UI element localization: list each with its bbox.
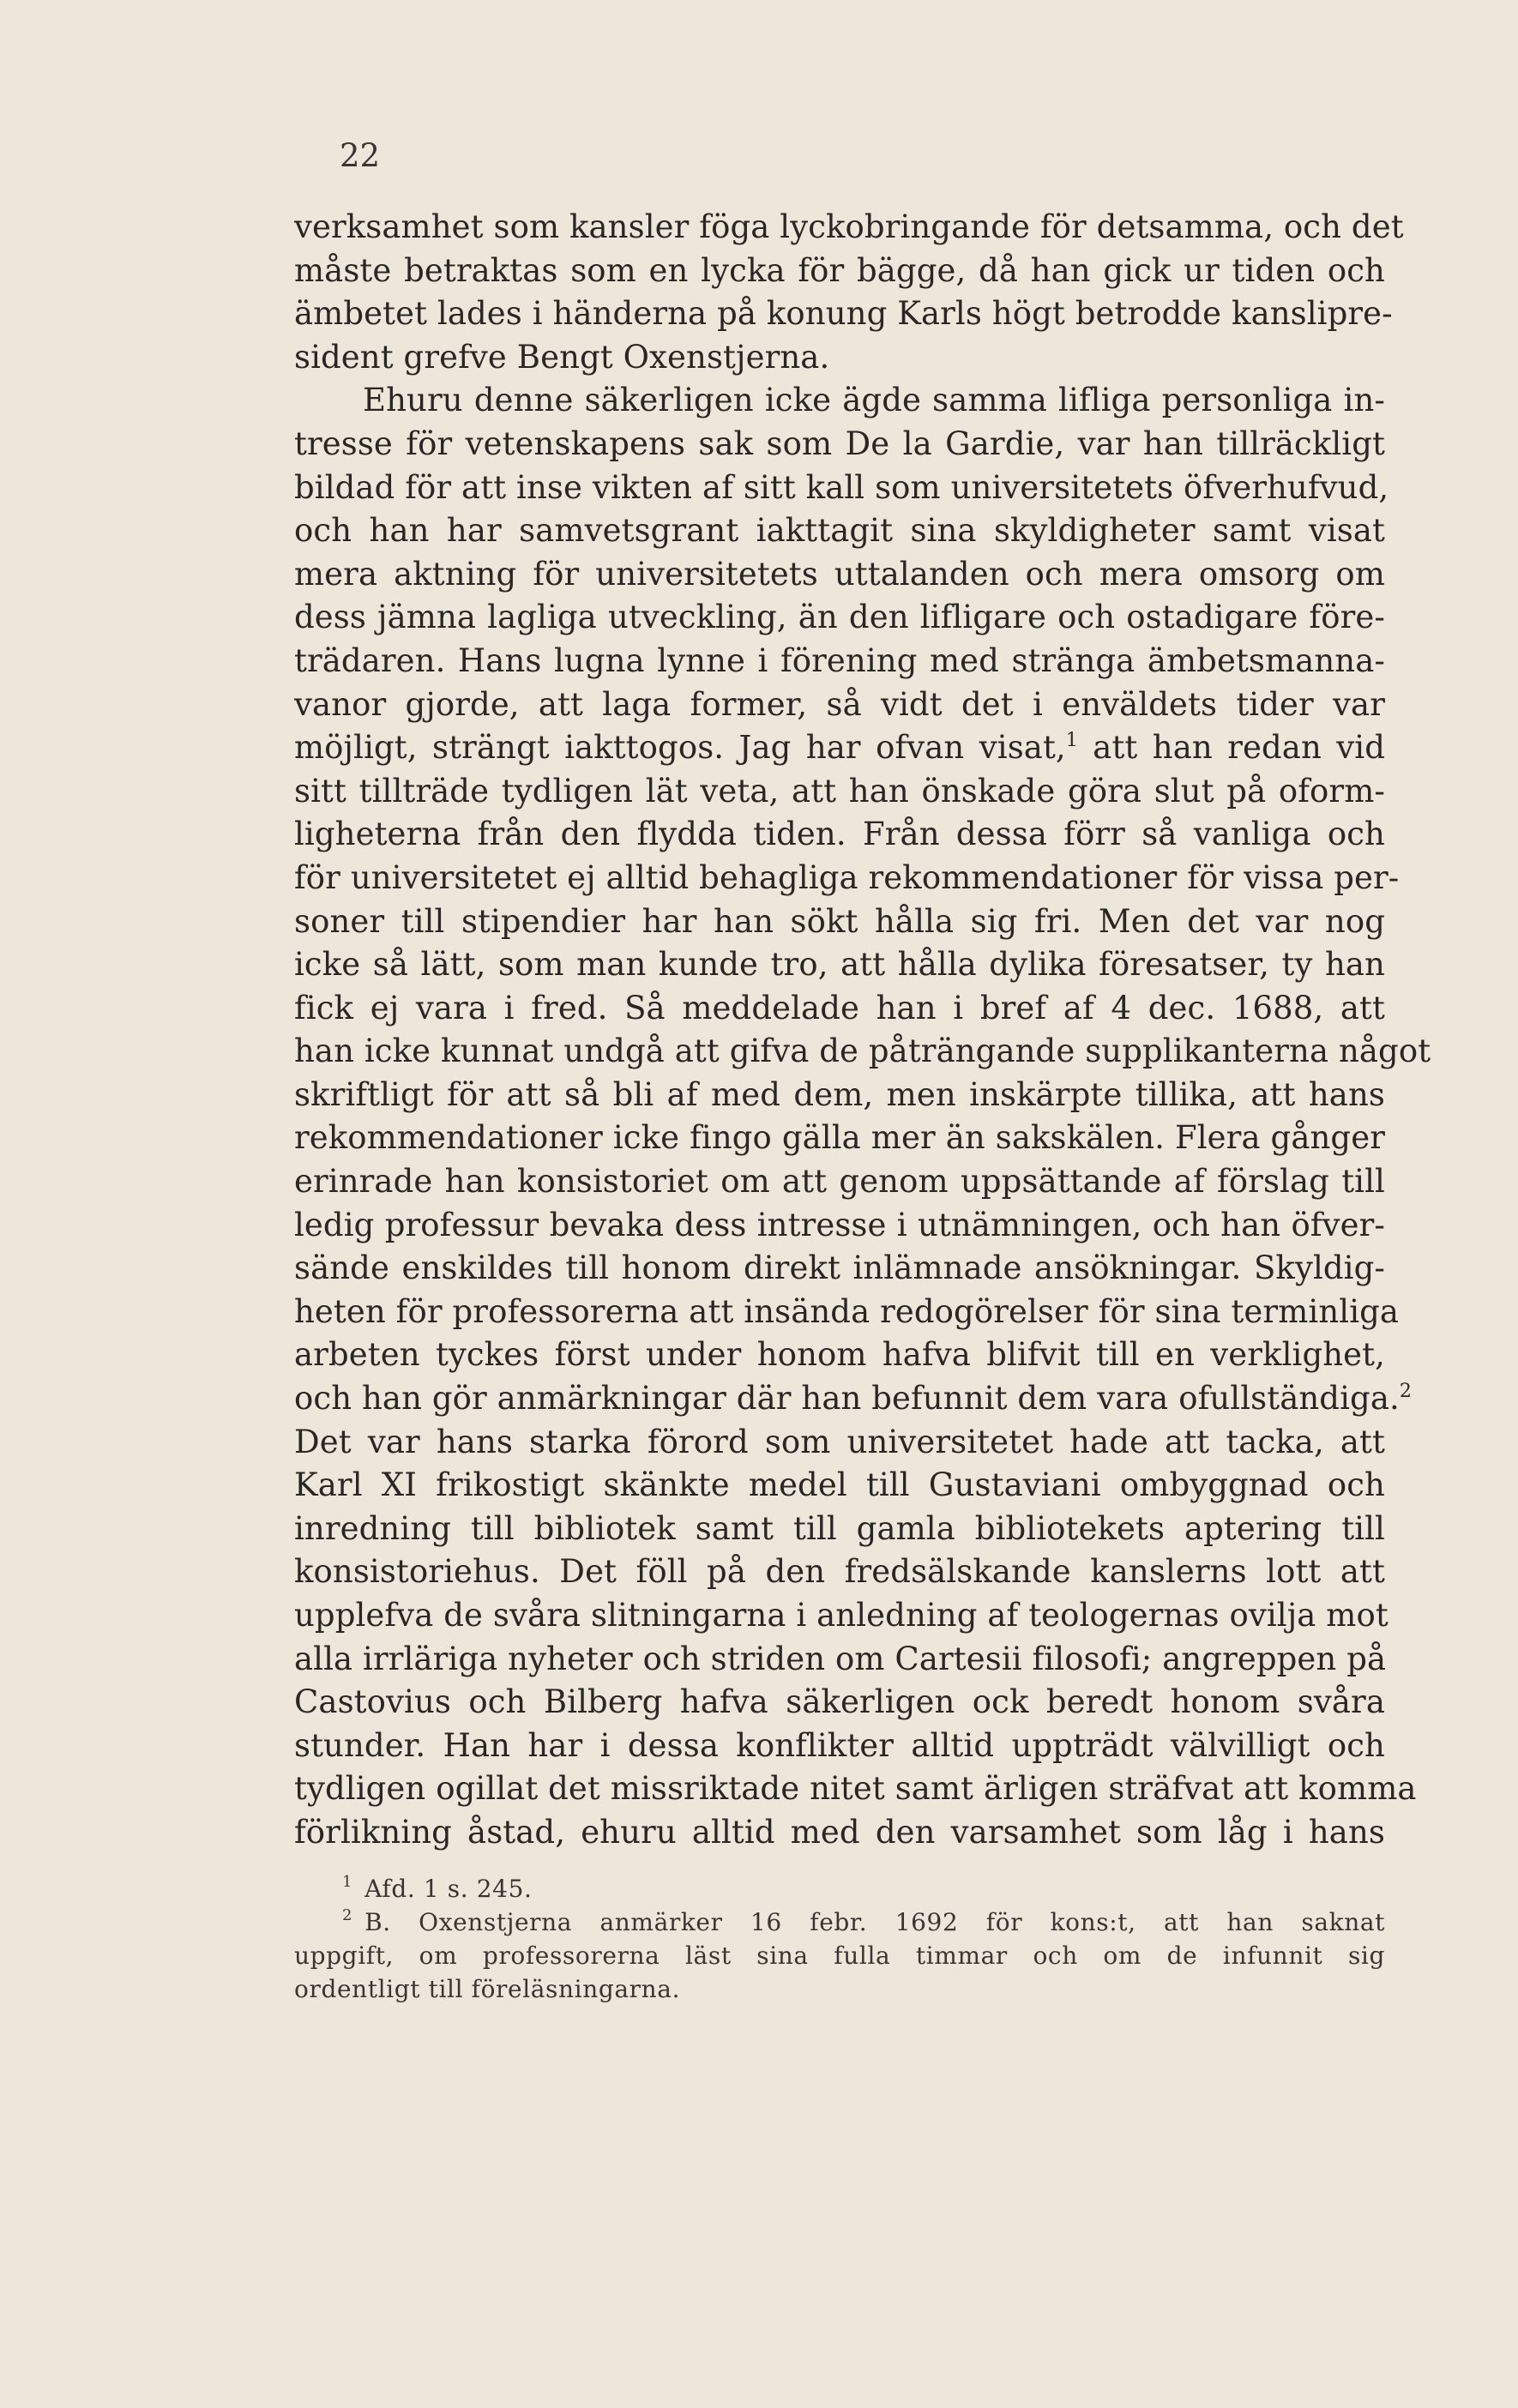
text-line: trädaren. Hans lugna lynne i förening med stränga ämbetsmanna- [294, 641, 1385, 679]
text-line-segment: att han redan vid [1077, 729, 1385, 767]
text-line: sände enskildes till honom direkt inlämnade ansökningar. Skyldig- [294, 1249, 1385, 1287]
text-line: för universitetet ej alltid behagliga rekommendationer för vissa per- [294, 858, 1400, 896]
text-line: upplefva de svåra slitningarna i anledning af teologernas ovilja mot [294, 1597, 1388, 1634]
text-line: fick ej vara i fred. Så meddelade han i bref af 4 dec. 1688, att [294, 989, 1385, 1026]
footnotes [294, 1872, 1385, 2006]
text-line: han icke kunnat undgå att gifva de påträngande supplikanterna något [294, 1032, 1431, 1070]
footnote-ref-2: 2 [1399, 1381, 1412, 1403]
footnote-text: B. Oxenstjerna anmärker 16 febr. 1692 för kons:t, att han saknat [364, 1908, 1385, 1936]
text-line: vanor gjorde, att laga former, så vidt det i enväldets tider var [294, 685, 1385, 723]
footnote-mark: 2 [342, 1906, 353, 1924]
footnote-text-line: ordentligt till föreläsningarna. [294, 1975, 681, 2003]
footnote-text: Afd. 1 s. 245. [364, 1875, 533, 1903]
text-line: bildad för att inse vikten af sitt kall som universitetets öfverhufvud, [294, 468, 1389, 506]
text-line: tydligen ogillat det missriktade nitet samt ärligen sträfvat att komma [294, 1770, 1417, 1808]
text-line: Ehuru denne säkerligen icke ägde samma lifliga personliga in- [363, 382, 1385, 419]
text-line: inredning till bibliotek samt till gamla bibliotekets aptering till [294, 1509, 1385, 1547]
text-line: ämbetet lades i händerna på konung Karls högt betrodde kanslipre- [294, 295, 1393, 333]
text-line-segment: och han gör anmärkningar där han befunnit dem vara ofullständiga. [294, 1380, 1400, 1418]
text-line: verksamhet som kansler föga lyckobringande för detsamma, och det [294, 208, 1404, 245]
footnote-1 [294, 1872, 1385, 1905]
text-line-with-footnote-ref [294, 1377, 1412, 1421]
text-line: soner till stipendier har han sökt hålla sig fri. Men det var nog [294, 902, 1385, 940]
page-number: 22 [340, 137, 381, 174]
body-text [294, 206, 1431, 1855]
text-line: skriftligt för att så bli af med dem, men inskärpte tillika, att hans [294, 1075, 1385, 1113]
footnote-mark: 1 [342, 1873, 353, 1891]
text-line: rekommendationer icke fingo gälla mer än sakskälen. Flera gånger [294, 1119, 1385, 1157]
footnote-ref-1: 1 [1065, 730, 1078, 752]
footnote-text-line: uppgift, om professorerna läst sina fulla timmar och om de infunnit sig [294, 1941, 1385, 1970]
text-line: och han har samvetsgrant iakttagit sina skyldigheter samt visat [294, 512, 1385, 550]
text-line: heten för professorerna att insända redogörelser för sina terminliga [294, 1292, 1400, 1330]
text-line: måste betraktas som en lycka för bägge, då han gick ur tiden och [294, 251, 1385, 289]
text-line: Karl XI frikostigt skänkte medel till Gustaviani ombyggnad och [294, 1466, 1385, 1504]
text-line: icke så lätt, som man kunde tro, att hålla dylika föresatser, ty han [294, 946, 1385, 984]
text-line: konsistoriehus. Det föll på den fredsälskande kanslerns lott att [294, 1553, 1385, 1591]
text-line: ligheterna från den flydda tiden. Från dessa förr så vanliga och [294, 816, 1385, 853]
text-line: stunder. Han har i dessa konflikter alltid uppträdt välvilligt och [294, 1726, 1385, 1764]
text-line-segment: möjligt, strängt iakttogos. Jag har ofvan visat, [294, 729, 1066, 767]
text-line: arbeten tyckes först under honom hafva blifvit till en verklighet, [294, 1336, 1385, 1374]
text-line-with-footnote-ref [294, 726, 1385, 770]
text-line: Det var hans starka förord som universitetet hade att tacka, att [294, 1423, 1385, 1460]
text-line: Castovius och Bilberg hafva säkerligen ock beredt honom svåra [294, 1683, 1385, 1721]
text-line: dess jämna lagliga utveckling, än den lifligare och ostadigare före- [294, 599, 1385, 636]
text-line: sident grefve Bengt Oxenstjerna. [294, 338, 830, 376]
text-line: tresse för vetenskapens sak som De la Gardie, var han tillräckligt [294, 424, 1385, 462]
footnote-2 [294, 1905, 1385, 1939]
text-line: mera aktning för universitetets uttalanden och mera omsorg om [294, 555, 1385, 593]
text-line: sitt tillträde tydligen lät veta, att han önskade göra slut på oform- [294, 772, 1385, 810]
text-line: förlikning åstad, ehuru alltid med den varsamhet som låg i hans [294, 1813, 1385, 1851]
text-line: alla irrläriga nyheter och striden om Cartesii filosofi; angreppen på [294, 1640, 1387, 1677]
text-line: ledig professur bevaka dess intresse i utnämningen, och han öfver- [294, 1206, 1385, 1243]
text-line: erinrade han konsistoriet om att genom uppsättande af förslag till [294, 1163, 1385, 1201]
